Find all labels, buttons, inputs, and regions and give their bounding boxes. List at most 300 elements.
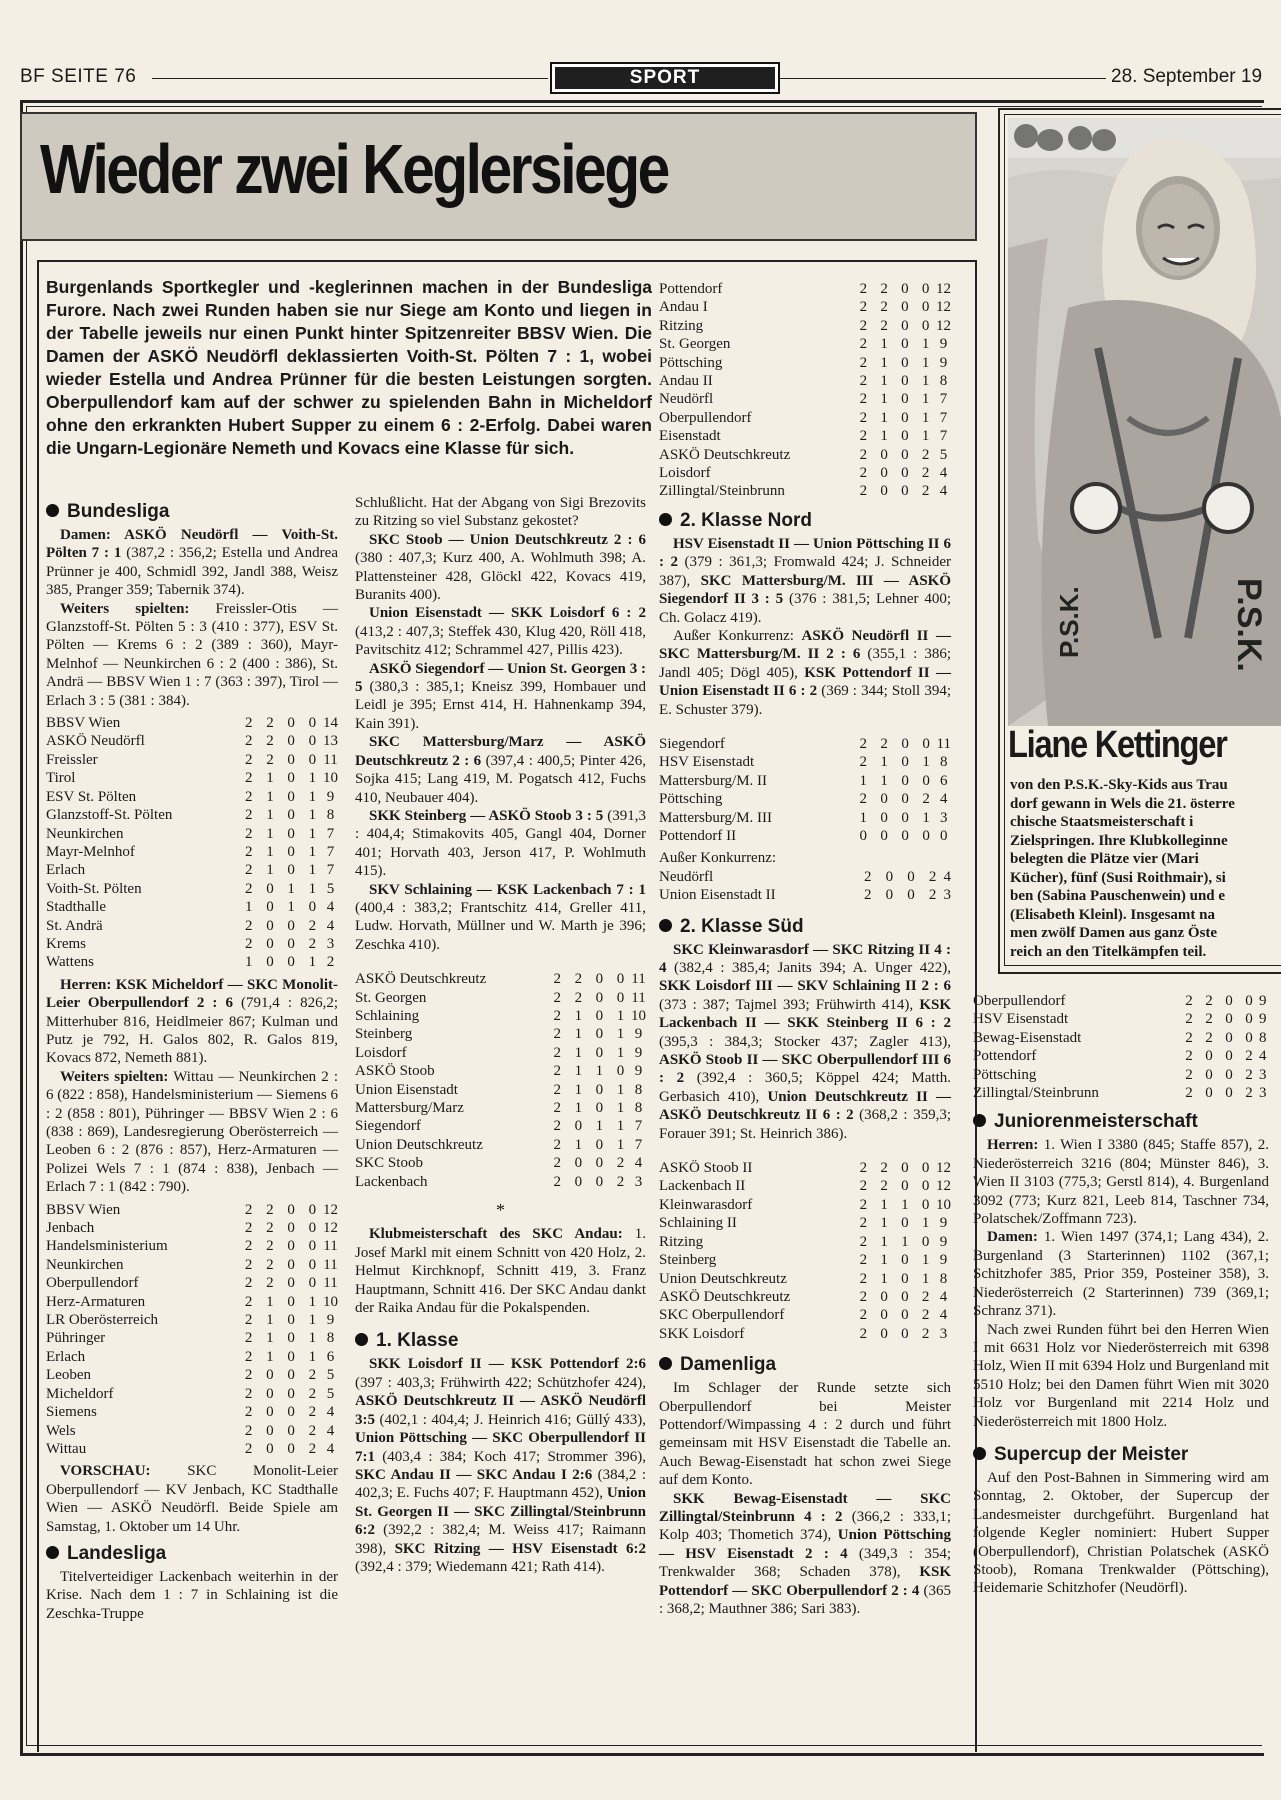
stat-cell: 2	[1245, 1048, 1253, 1065]
team-name: Oberpullendorf	[659, 409, 752, 426]
stat-cell: 0	[595, 1136, 604, 1153]
table-row	[355, 1099, 646, 1117]
stat-cell: 1	[266, 1330, 274, 1347]
stat-cell: 0	[287, 825, 295, 842]
section-heading-supercup: Supercup der Meister	[973, 1443, 1269, 1467]
stat-cell: 0	[287, 1404, 295, 1421]
stat-cell: 2	[859, 1288, 868, 1305]
stat-cell: 0	[1245, 993, 1253, 1009]
stat-cell: 2	[245, 917, 253, 934]
table-row	[355, 1007, 646, 1025]
stat-cell: 2	[244, 1220, 253, 1237]
team-name: ASKÖ Deutschkreutz	[659, 446, 791, 463]
stat-cell: 2	[553, 1136, 562, 1153]
stat-cell: 1	[308, 880, 317, 897]
stat-cell: 1	[880, 1233, 888, 1250]
stat-cell: 2	[859, 281, 868, 297]
stat-cell: 0	[595, 989, 604, 1006]
stat-cell: 0	[595, 1173, 604, 1190]
table-row	[659, 1214, 951, 1232]
team-name: Steinberg	[355, 1026, 413, 1043]
stat-cell: 0	[940, 827, 948, 844]
stat-cell: 0	[901, 1307, 909, 1324]
stat-cell: 11	[631, 989, 646, 1006]
stat-cell: 0	[880, 1307, 888, 1324]
stat-cell: 2	[859, 409, 868, 426]
team-name: Andau II	[659, 373, 713, 390]
caption-line: von den P.S.K.-Sky-Kids aus Trau	[1010, 777, 1228, 793]
stat-cell: 0	[901, 791, 909, 808]
table-row	[659, 446, 951, 464]
stat-cell: 2	[863, 887, 872, 904]
paragraph-junior-summary: Nach zwei Runden führt bei den Herren Wien I mit 6631 Holz vor Niederösterreich mit 6398 Holz, Wien II mit 6394 Holz und Burgenland mit 5510 Holz; bei den Damen führt Wien mit 3020 Holz vor Burgenland mit 2214 Holz und Niederösterreich mit 1800 Holz.	[973, 1321, 1269, 1430]
table-row	[659, 735, 951, 753]
stat-cell: 6	[326, 1348, 335, 1365]
stat-cell: 1	[921, 409, 930, 426]
stat-cell: 3	[1259, 1085, 1267, 1102]
team-name: Union Deutschkreutz	[355, 1136, 483, 1153]
stat-cell: 0	[901, 446, 909, 463]
stat-cell: 2	[859, 1178, 868, 1195]
table-row	[659, 790, 951, 808]
table-row	[46, 1440, 338, 1458]
stat-cell: 0	[287, 807, 295, 824]
table-row	[659, 354, 951, 372]
team-name: Schlaining	[355, 1007, 420, 1024]
table-row	[355, 1025, 646, 1043]
stat-cell: 1	[266, 807, 274, 824]
stat-cell: 8	[634, 1081, 643, 1098]
stat-cell: 2	[245, 862, 253, 879]
table-row	[355, 1117, 646, 1135]
table-row	[659, 1196, 951, 1214]
stat-cell: 0	[1245, 1011, 1253, 1028]
stat-cell: 1	[921, 428, 930, 445]
article-intro: Burgenlands Sportkegler und -keglerinnen machen in der Bundesliga Furore. Nach zwei Runden haben sie nur Siege am Konto und liegen in der Tabelle jeweils nur einen Punkt hinter Spitzenreiter BBSV Wien. Die Damen der ASKÖ Neudörfl deklassierten Voith-St. Pölten 7 : 1, wobei wieder Estella und Andrea Prünner für die besten Leistungen sorgten. Oberpullendorf kam auf der schwer zu spielenden Bahn in Micheldorf ohne den erkrankten Hubert Supper zu einem 6 : 2-Erfolg. Dabei waren die Ungarn-Legionäre Nemeth und Kovacs eine Klasse für sich.	[46, 277, 652, 458]
stat-cell: 7	[326, 862, 335, 879]
suit-lettering-left: P.S.K.	[1054, 586, 1084, 658]
stat-cell: 11	[936, 735, 951, 752]
stat-cell: 2	[859, 428, 868, 445]
stat-cell: 7	[939, 428, 948, 445]
section-heading-1-klasse: 1. Klasse	[355, 1329, 646, 1353]
team-name: Mattersburg/M. III	[659, 809, 773, 826]
stat-cell: 0	[880, 1325, 888, 1342]
stat-cell: 0	[616, 1063, 625, 1080]
stat-cell: 2	[921, 483, 930, 500]
stat-cell: 0	[574, 1173, 583, 1190]
skydiver-photo	[1008, 118, 1281, 726]
stat-cell: 4	[939, 483, 948, 500]
team-name: Siegendorf	[355, 1118, 421, 1135]
stat-cell: 2	[553, 971, 562, 988]
table-row	[46, 1348, 338, 1366]
stat-cell: 0	[921, 1160, 930, 1177]
paragraph-2-klasse-nord-ausser: Außer Konkurrenz: ASKÖ Neudörfl II — SKC Mattersburg/M. II 2 : 6 (355,1 : 386; Jandl 405; Dögl 405), KSK Pottendorf II — Union Eisenstadt II 6 : 2 (369 : 344; Stoll 394; E. Schuster 379).	[659, 627, 952, 718]
stat-cell: 1	[574, 1100, 583, 1116]
stat-cell: 7	[634, 1118, 643, 1135]
stat-cell: 0	[901, 409, 909, 426]
stat-cell: 2	[553, 1026, 562, 1043]
stat-cell: 0	[266, 1367, 274, 1384]
stat-cell: 2	[244, 1330, 253, 1347]
stat-cell: 2	[308, 1404, 317, 1421]
stat-cell: 7	[326, 843, 335, 860]
stat-cell: 2	[553, 989, 562, 1006]
table-row	[659, 1270, 951, 1288]
stat-cell: 4	[939, 465, 948, 482]
stat-cell: 2	[244, 1256, 253, 1273]
bullet-icon	[659, 1357, 672, 1370]
stat-cell: 1	[574, 1081, 583, 1098]
stat-cell: 10	[323, 1293, 338, 1310]
stat-cell: 2	[244, 1422, 253, 1439]
stat-cell: 1	[880, 391, 888, 408]
team-name: Pöttsching	[973, 1066, 1037, 1083]
table-row	[355, 1081, 646, 1099]
team-name: Krems	[46, 935, 86, 952]
standings-table-landesliga	[355, 970, 646, 1191]
team-name: Erlach	[46, 1348, 86, 1365]
stat-cell: 0	[901, 735, 909, 752]
team-name: BBSV Wien	[46, 715, 121, 732]
table-row	[659, 753, 951, 771]
stat-cell: 1	[880, 373, 888, 390]
table-row	[659, 868, 951, 886]
table-row	[659, 1233, 951, 1251]
stat-cell: 0	[922, 735, 930, 752]
table-row	[973, 1010, 1267, 1028]
stat-cell: 0	[880, 791, 888, 808]
caption-line: dorf gewann in Wels die 21. österre	[1010, 795, 1235, 812]
stat-cell: 2	[326, 954, 335, 971]
table-row	[46, 953, 338, 971]
stat-cell: 1	[616, 1136, 625, 1153]
stat-cell: 0	[880, 465, 888, 482]
stat-cell: 1	[880, 336, 888, 353]
stat-cell: 0	[901, 772, 909, 789]
stat-cell: 9	[939, 1233, 948, 1250]
team-name: Neunkirchen	[46, 825, 124, 842]
stat-cell: 2	[266, 715, 274, 732]
stat-cell: 1	[880, 354, 888, 371]
stat-cell: 1	[266, 862, 274, 879]
stat-cell: 10	[323, 770, 338, 787]
stat-cell: 9	[939, 354, 948, 371]
stat-cell: 0	[287, 1367, 295, 1384]
team-name: Leoben	[46, 1367, 91, 1384]
stat-cell: 2	[245, 880, 253, 897]
team-name: Pottendorf	[659, 281, 723, 297]
table-row	[659, 886, 951, 904]
stat-cell: 1	[921, 1270, 930, 1287]
section-heading-damenliga: Damenliga	[659, 1353, 951, 1377]
stat-cell: 0	[287, 862, 295, 879]
stat-cell: 0	[1225, 1066, 1233, 1083]
stat-cell: 0	[287, 1275, 295, 1292]
stat-cell: 1	[616, 1044, 625, 1061]
stat-cell: 0	[287, 1385, 295, 1402]
team-name: Ritzing	[659, 317, 704, 334]
stat-cell: 0	[308, 1256, 317, 1273]
table-row	[355, 1044, 646, 1062]
team-name: Pühringer	[46, 1330, 106, 1347]
bullet-icon	[973, 1447, 986, 1460]
paragraph-herren-weiters: Weiters spielten: Wittau — Neunkirchen 2 : 6 (822 : 858), Handelsministerium — Siemens 6 : 2 (858 : 801), Pühringer — BBSV Wien 2 : 6 (838 : 869), Landesregierung Oberösterreich — Leoben 6 : 2 (876 : 857), Herz-Armaturen — Polizei Wels 7 : 1 (874 : 838), Jenbach — Erlach 7 : 1 (842 : 790).	[46, 1068, 338, 1196]
team-name: Jenbach	[46, 1220, 95, 1237]
stat-cell: 2	[1205, 993, 1213, 1009]
bullet-icon	[973, 1114, 986, 1127]
table-row	[659, 390, 951, 408]
stat-cell: 0	[1225, 1048, 1233, 1065]
stat-cell: 2	[553, 1063, 562, 1080]
stat-cell: 2	[859, 465, 868, 482]
section-heading-bundesliga: Bundesliga	[46, 500, 338, 524]
stat-cell: 1	[921, 373, 930, 390]
table-row	[46, 1385, 338, 1403]
stat-cell: 0	[595, 1026, 604, 1043]
caption-line: Kücher), fünf (Susi Roithmair), si	[1010, 869, 1226, 886]
stat-cell: 1	[308, 1293, 317, 1310]
stat-cell: 2	[859, 299, 868, 316]
stat-cell: 9	[939, 1215, 948, 1232]
stat-cell: 0	[901, 1178, 909, 1195]
stat-cell: 12	[936, 299, 951, 316]
stat-cell: 0	[1225, 993, 1233, 1009]
stat-cell: 12	[936, 1178, 951, 1195]
team-name: HSV Eisenstadt	[973, 1011, 1069, 1028]
team-name: Neudörfl	[659, 868, 714, 885]
table-row	[46, 769, 338, 787]
team-name: Glanzstoff-St. Pölten	[46, 807, 173, 824]
stat-cell: 4	[326, 1422, 335, 1439]
stat-cell: 0	[287, 1220, 295, 1237]
stat-cell: 0	[308, 899, 317, 916]
standings-table-2-klasse-nord	[659, 735, 951, 845]
table-row	[659, 1306, 951, 1324]
stat-cell: 2	[859, 1252, 868, 1269]
paragraph-klubmeisterschaft: Klubmeisterschaft des SKC Andau: 1. Josef Markl mit einem Schnitt von 420 Holz, 2. Helmut Kirchknopf, Schnitt 419, 3. Franz Hauptmann, Schnitt 416. Der SKC Andau dankt der Raika Andau für die Pokalspenden.	[355, 1226, 646, 1317]
stat-cell: 2	[553, 1100, 562, 1116]
stat-cell: 10	[936, 1196, 951, 1213]
stat-cell: 0	[901, 1288, 909, 1305]
stat-cell: 9	[634, 1044, 643, 1061]
table-row	[659, 1251, 951, 1269]
section-heading-landesliga: Landesliga	[46, 1542, 338, 1566]
table-row	[46, 1366, 338, 1384]
stat-cell: 2	[859, 354, 868, 371]
stat-cell: 0	[266, 917, 274, 934]
stat-cell: 7	[326, 825, 335, 842]
stat-cell: 0	[921, 299, 930, 316]
stat-cell: 11	[323, 1275, 338, 1292]
section-label: SPORT	[555, 67, 775, 89]
team-name: Lackenbach II	[659, 1178, 746, 1195]
stat-cell: 1	[266, 1312, 274, 1329]
team-name: Bewag-Eisenstadt	[973, 1029, 1082, 1046]
stat-cell: 0	[266, 954, 274, 971]
stat-cell: 2	[245, 807, 253, 824]
stat-cell: 2	[921, 465, 930, 482]
issue-date: 28. September 19	[1111, 66, 1263, 87]
bullet-icon	[659, 513, 672, 526]
stat-cell: 0	[287, 788, 295, 805]
stat-cell: 0	[266, 899, 274, 916]
stat-cell: 2	[880, 1178, 888, 1195]
stat-cell: 2	[859, 791, 867, 808]
table-row	[46, 1256, 338, 1274]
stat-cell: 2	[859, 1215, 868, 1232]
team-name: Loisdorf	[659, 465, 711, 482]
stat-cell: 2	[245, 935, 253, 952]
stat-cell: 7	[939, 391, 948, 408]
stat-cell: 7	[939, 409, 948, 426]
stat-cell: 0	[287, 770, 295, 787]
page-header	[20, 62, 1281, 92]
paragraph-junior-damen: Damen: 1. Wien 1497 (374,1; Lang 434), 2. Burgenland (3 Starterinnen) 1102 (367,1; Schitzhofer 385, Prior 359, Posteiner 358), 3. Niederösterreich (2 Starterinnen) 739 (369,1; Schranz 371).	[973, 1229, 1269, 1320]
table-row	[659, 1325, 951, 1343]
stat-cell: 2	[859, 1196, 868, 1213]
stat-cell: 4	[326, 1404, 335, 1421]
stat-cell: 2	[880, 299, 888, 316]
stat-cell: 8	[634, 1100, 643, 1116]
stat-cell: 1	[245, 899, 253, 916]
stat-cell: 2	[245, 733, 253, 750]
stat-cell: 2	[859, 317, 868, 334]
team-name: ASKÖ Neudörfl	[46, 733, 145, 750]
stat-cell: 13	[323, 733, 338, 750]
team-name: Wattens	[46, 954, 94, 971]
stat-cell: 2	[245, 825, 253, 842]
stat-cell: 0	[308, 1275, 317, 1292]
stat-cell: 0	[901, 373, 909, 390]
caption-line: men zwölf Damen aus ganz Öste	[1010, 925, 1218, 941]
stat-cell: 3	[1259, 1066, 1267, 1083]
paragraph-2-klasse-sued: SKC Kleinwarasdorf — SKC Ritzing II 4 : 4 (382,4 : 385,4; Janits 394; A. Unger 422), SKK Loisdorf III — SKV Schlaining II 2 : 6 (373 : 387; Tajmel 393; Frühwirth 414), KSK Lackenbach II — SKK Steinberg II 6 : 2 (395,3 : 384,3; Stocker 437; Zagler 413), ASKÖ Stoob II — SKC Oberpullendorf III 6 : 2 (392,4 : 360,5; Köppel 424; Matth. Gerbasich 410), Union Deutschkreutz II — ASKÖ Deutschkreutz II 6 : 2 (368,2 : 359,3; Forauer 391; St. Heinrich 386).	[659, 941, 951, 1142]
bullet-icon	[659, 919, 672, 932]
paragraph-landesliga-continued: Schlußlicht. Hat der Abgang von Sigi Brezovits zu Ritzing so viel Substanz gekostet?	[355, 495, 646, 530]
photo-caption	[1010, 776, 1281, 961]
section-label-box	[550, 62, 780, 94]
stat-cell: 1	[574, 1044, 583, 1061]
stat-cell: 2	[921, 1307, 930, 1324]
table-row	[659, 427, 951, 445]
team-name: Steinberg	[659, 1252, 717, 1269]
paragraph-2-klasse-nord: HSV Eisenstadt II — Union Pöttsching II 6 : 2 (379 : 361,3; Fromwald 424; J. Schneider 387), SKC Mattersburg/M. III — ASKÖ Siegendorf II 3 : 5 (376 : 381,5; Lehner 400; Ch. Golacz 419).	[659, 535, 951, 626]
team-name: St. Georgen	[355, 989, 427, 1006]
stat-cell: 2	[308, 1367, 317, 1384]
stat-cell: 2	[244, 1348, 253, 1365]
stat-cell: 1	[574, 1063, 583, 1080]
stat-cell: 0	[901, 281, 909, 297]
table-row	[659, 280, 951, 298]
stat-cell: 4	[939, 1288, 948, 1305]
stat-cell: 10	[631, 1007, 646, 1024]
stat-cell: 2	[880, 281, 888, 297]
stat-cell: 9	[939, 1252, 948, 1269]
stat-cell: 1	[574, 1026, 583, 1043]
column-4	[973, 992, 1269, 1598]
stat-cell: 5	[939, 446, 948, 463]
photo-title: Liane Kettinger	[1008, 724, 1227, 766]
standings-table-damen	[46, 714, 338, 972]
section-separator: *	[496, 1200, 505, 1221]
table-row	[46, 861, 338, 879]
stat-cell: 4	[326, 917, 335, 934]
stat-cell: 0	[287, 1440, 295, 1457]
stat-cell: 9	[939, 336, 948, 353]
stat-cell: 0	[859, 827, 867, 844]
stat-cell: 0	[901, 1325, 909, 1342]
stat-cell: 1	[287, 880, 295, 897]
table-row	[973, 1066, 1267, 1084]
team-name: Pottendorf	[973, 1048, 1037, 1065]
stat-cell: 9	[326, 1312, 335, 1329]
skydiver-photo-drawing	[1008, 118, 1281, 726]
stat-cell: 1	[308, 954, 317, 971]
stat-cell: 2	[1205, 1011, 1213, 1028]
stat-cell: 2	[266, 1220, 274, 1237]
stat-cell: 1	[595, 1063, 604, 1080]
stat-cell: 1	[922, 754, 930, 771]
match-eisenstadt-loisdorf: Union Eisenstadt — SKK Loisdorf 6 : 2 (413,2 : 407,3; Steffek 430, Klug 420, Röll 418, Pavitschitz 412; Schrammel 427, Pillis 423).	[355, 605, 646, 659]
stat-cell: 6	[940, 772, 948, 789]
stat-cell: 0	[921, 1196, 930, 1213]
stat-cell: 1	[616, 1007, 625, 1024]
stat-cell: 1	[616, 1081, 625, 1098]
paragraph-vorschau: VORSCHAU: SKC Monolit-Leier Oberpullendorf — KV Jenbach, KC Stadthalle Wien — ASKÖ Neudörfl. Beide Spiele am Samstag, 1. Oktober um 14 Uhr.	[46, 1463, 338, 1535]
stat-cell: 0	[287, 1422, 295, 1439]
stat-cell: 1	[880, 428, 888, 445]
stat-cell: 0	[901, 483, 909, 500]
stat-cell: 2	[1185, 1029, 1193, 1046]
table-row	[355, 1154, 646, 1172]
column-1	[46, 494, 338, 1623]
team-name: Herz-Armaturen	[46, 1293, 146, 1310]
stat-cell: 2	[859, 1233, 868, 1250]
paragraph-1-klasse: SKK Loisdorf II — KSK Pottendorf 2:6 (397 : 403,3; Frühwirth 422; Schützhofer 424), ASKÖ Deutschkreutz II — ASKÖ Neudörfl 3:5 (402,1 : 404,4; J. Heinrich 416; Güllý 433), Union Pöttsching — SKC Oberpullendorf II 7:1 (403,4 : 384; Koch 417; Strommer 396), SKC Andau II — SKC Andau I 2:6 (384,2 : 402,3; E. Fuchs 407; F. Hauptmann 452), Union St. Georgen II — SKC Zillingtal/Steinbrunn 6:2 (392,2 : 382,4; M. Weiss 417; Raimann 398), SKC Ritzing — HSV Eisenstadt 6:2 (392,4 : 379; Wiedemann 421; Rath 414).	[355, 1356, 646, 1575]
table-row	[46, 1274, 338, 1292]
team-name: Eisenstadt	[659, 428, 721, 445]
table-row	[46, 1201, 338, 1219]
stat-cell: 2	[553, 1081, 562, 1098]
table-row	[46, 825, 338, 843]
caption-line: belegten die Plätze vier (Mari	[1010, 851, 1199, 867]
stat-cell: 0	[901, 1215, 909, 1232]
stat-cell: 0	[287, 1348, 295, 1365]
stat-cell: 2	[245, 788, 253, 805]
table-row	[46, 714, 338, 732]
stat-cell: 2	[859, 1160, 868, 1177]
caption-line: Zielspringen. Ihre Klubkolleginne	[1010, 832, 1228, 849]
section-heading-juniorenmeisterschaft: Juniorenmeisterschaft	[973, 1110, 1269, 1134]
stat-cell: 2	[245, 843, 253, 860]
team-name: Mayr-Melnhof	[46, 843, 135, 860]
stat-cell: 1	[308, 788, 317, 805]
stat-cell: 8	[939, 1270, 948, 1287]
stat-cell: 0	[1225, 1011, 1233, 1028]
headline-box	[20, 112, 977, 241]
stat-cell: 2	[553, 1007, 562, 1024]
stat-cell: 0	[901, 391, 909, 408]
stat-cell: 2	[266, 1238, 274, 1255]
stat-cell: 0	[308, 715, 317, 732]
team-name: Pottendorf II	[659, 827, 737, 844]
stat-cell: 0	[308, 1238, 317, 1255]
stat-cell: 2	[308, 1440, 317, 1457]
stat-cell: 0	[1205, 1085, 1213, 1102]
stat-cell: 0	[616, 971, 625, 988]
